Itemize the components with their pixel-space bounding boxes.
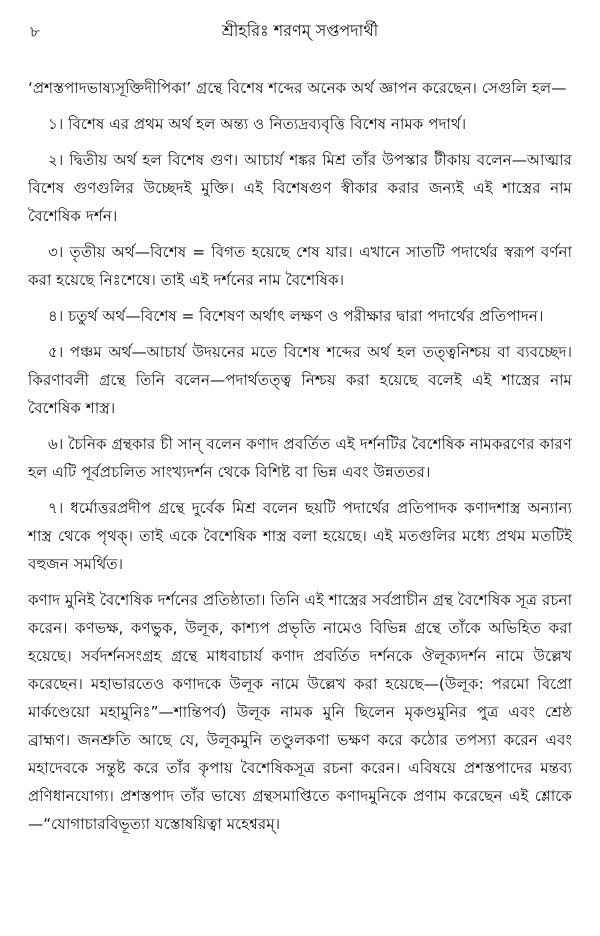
meaning-item-7: ৭। ধর্মোত্তরপ্রদীপ গ্রন্থে দুর্বেক মিশ্র বলেন ছয়টি পদার্থের প্রতিপাদক কণাদশাস্ত্র অন্যান্য শাস্ত্র থেকে পৃথক্‌। তাই একে বৈশেষিক শাস্ত্র বলা হয়েছে। এই মতগুলির মধ্যে প্রথম মতটিই বহুজন সমর্থিত। — [28, 499, 572, 573]
meaning-item-2: ২। দ্বিতীয় অর্থ হল বিশেষ গুণ। আচার্য শঙ্কর মিশ্র তাঁর উপস্কার টীকায় বলেন—আত্মার বিশেষ গুণগুলির উচ্ছেদই মুক্তি। এই বিশেষগুণ স্বীকার করার জন্যই এই শাস্ত্রের নাম বৈশেষিক দর্শন। — [28, 151, 572, 225]
meaning-item-6: ৬। চৈনিক গ্রন্থকার চী সান্‌ বলেন কণাদ প্রবর্তিত এই দর্শনটির বৈশেষিক নামকরণের কারণ হল এটি পূর্বপ্রচলিত সাংখ্যদর্শন থেকে বিশিষ্ট বা ভিন্ন এবং উন্নততর। — [28, 435, 572, 481]
running-title: শ্রীহরিঃ শরণম্‌ সপ্তপদার্থী — [221, 21, 379, 40]
meaning-item-3: ৩। তৃতীয় অর্থ—বিশেষ = বিগত হয়েছে শেষ যার। এখানে সাতটি পদার্থের স্বরূপ বর্ণনা করা হয়েছে নিঃশেষে। তাই এই দর্শনের নাম বৈশেষিক। — [28, 243, 572, 289]
kanada-paragraph: কণাদ মুনিই বৈশেষিক দর্শনের প্রতিষ্ঠাতা। তিনি এই শাস্ত্রের সর্বপ্রাচীন গ্রন্থ বৈশেষিক সূত্র রচনা করেন। কণভক্ষ, কণভুক, উলূক, কাশ্যপ প্রভৃতি নামেও বিভিন্ন গ্রন্থে তাঁকে অভিহিত করা হয়েছে। সর্বদর্শনসংগ্রহ গ্রন্থে মাধবাচার্য কণাদ প্রবর্তিত দর্শনকে ঔলূক্যদর্শন নামে উল্লেখ করেছেন। মহাভারতেও কণাদকে উলূক নামে উল্লেখ করা হয়েছে—(উলূক: পরমো বিপ্রো মার্কণ্ডেয়ো মহামুনিঃ”—শান্তিপর্ব) উলূক নামক মুনি ছিলেন মৃকণ্ডমুনির পুত্র এবং শ্রেষ্ঠ ব্রাহ্মণ। জনশ্রুতি আছে যে, উলূকমুনি তণ্ডুলকণা ভক্ষণ করে কঠোর তপস্যা করেন এবং মহাদেবকে সন্তুষ্ট করে তাঁর কৃপায় বৈশেষিকসূত্র রচনা করেন। এবিষয়ে প্রশস্তপাদের মন্তব্য প্রণিধানযোগ্য। প্রশস্তপাদ তাঁর ভাষ্যে গ্রন্থসমাপ্তিতে কণাদমুনিকে প্রণাম করেছেন এই শ্লোকে—“যোগাচারবিভূত্যা যস্তোষয়িত্বা মহেশ্বরম্‌। — [28, 591, 572, 833]
page-number: ৮ — [30, 23, 41, 41]
meaning-item-1: ১। বিশেষ এর প্রথম অর্থ হল অন্ত্য ও নিত্যদ্রব্যবৃত্তি বিশেষ নামক পদার্থ। — [48, 115, 467, 133]
intro-paragraph: ‘প্রশস্তপাদভাষ্যসূক্তিদীপিকা’ গ্রন্থে বিশেষ শব্দের অনেক অর্থ জ্ঞাপন করেছেন। সেগুলি হল— — [28, 79, 567, 97]
page-header — [28, 14, 572, 44]
meaning-item-5: ৫। পঞ্চম অর্থ—আচার্য উদয়নের মতে বিশেষ শব্দের অর্থ হল তত্ত্বনিশ্চয় বা ব্যবচ্ছেদ। কিরণাবলী গ্রন্থে তিনি বলেন—পদার্থতত্ত্ব নিশ্চয় করা হয়েছে বলেই এই শাস্ত্রের নাম বৈশেষিক শাস্ত্র। — [28, 343, 572, 417]
meaning-item-4: ৪। চতুর্থ অর্থ—বিশেষ = বিশেষণ অর্থাৎ লক্ষণ ও পরীক্ষার দ্বারা পদার্থের প্রতিপাদন। — [48, 307, 544, 325]
body-text — [28, 74, 572, 838]
